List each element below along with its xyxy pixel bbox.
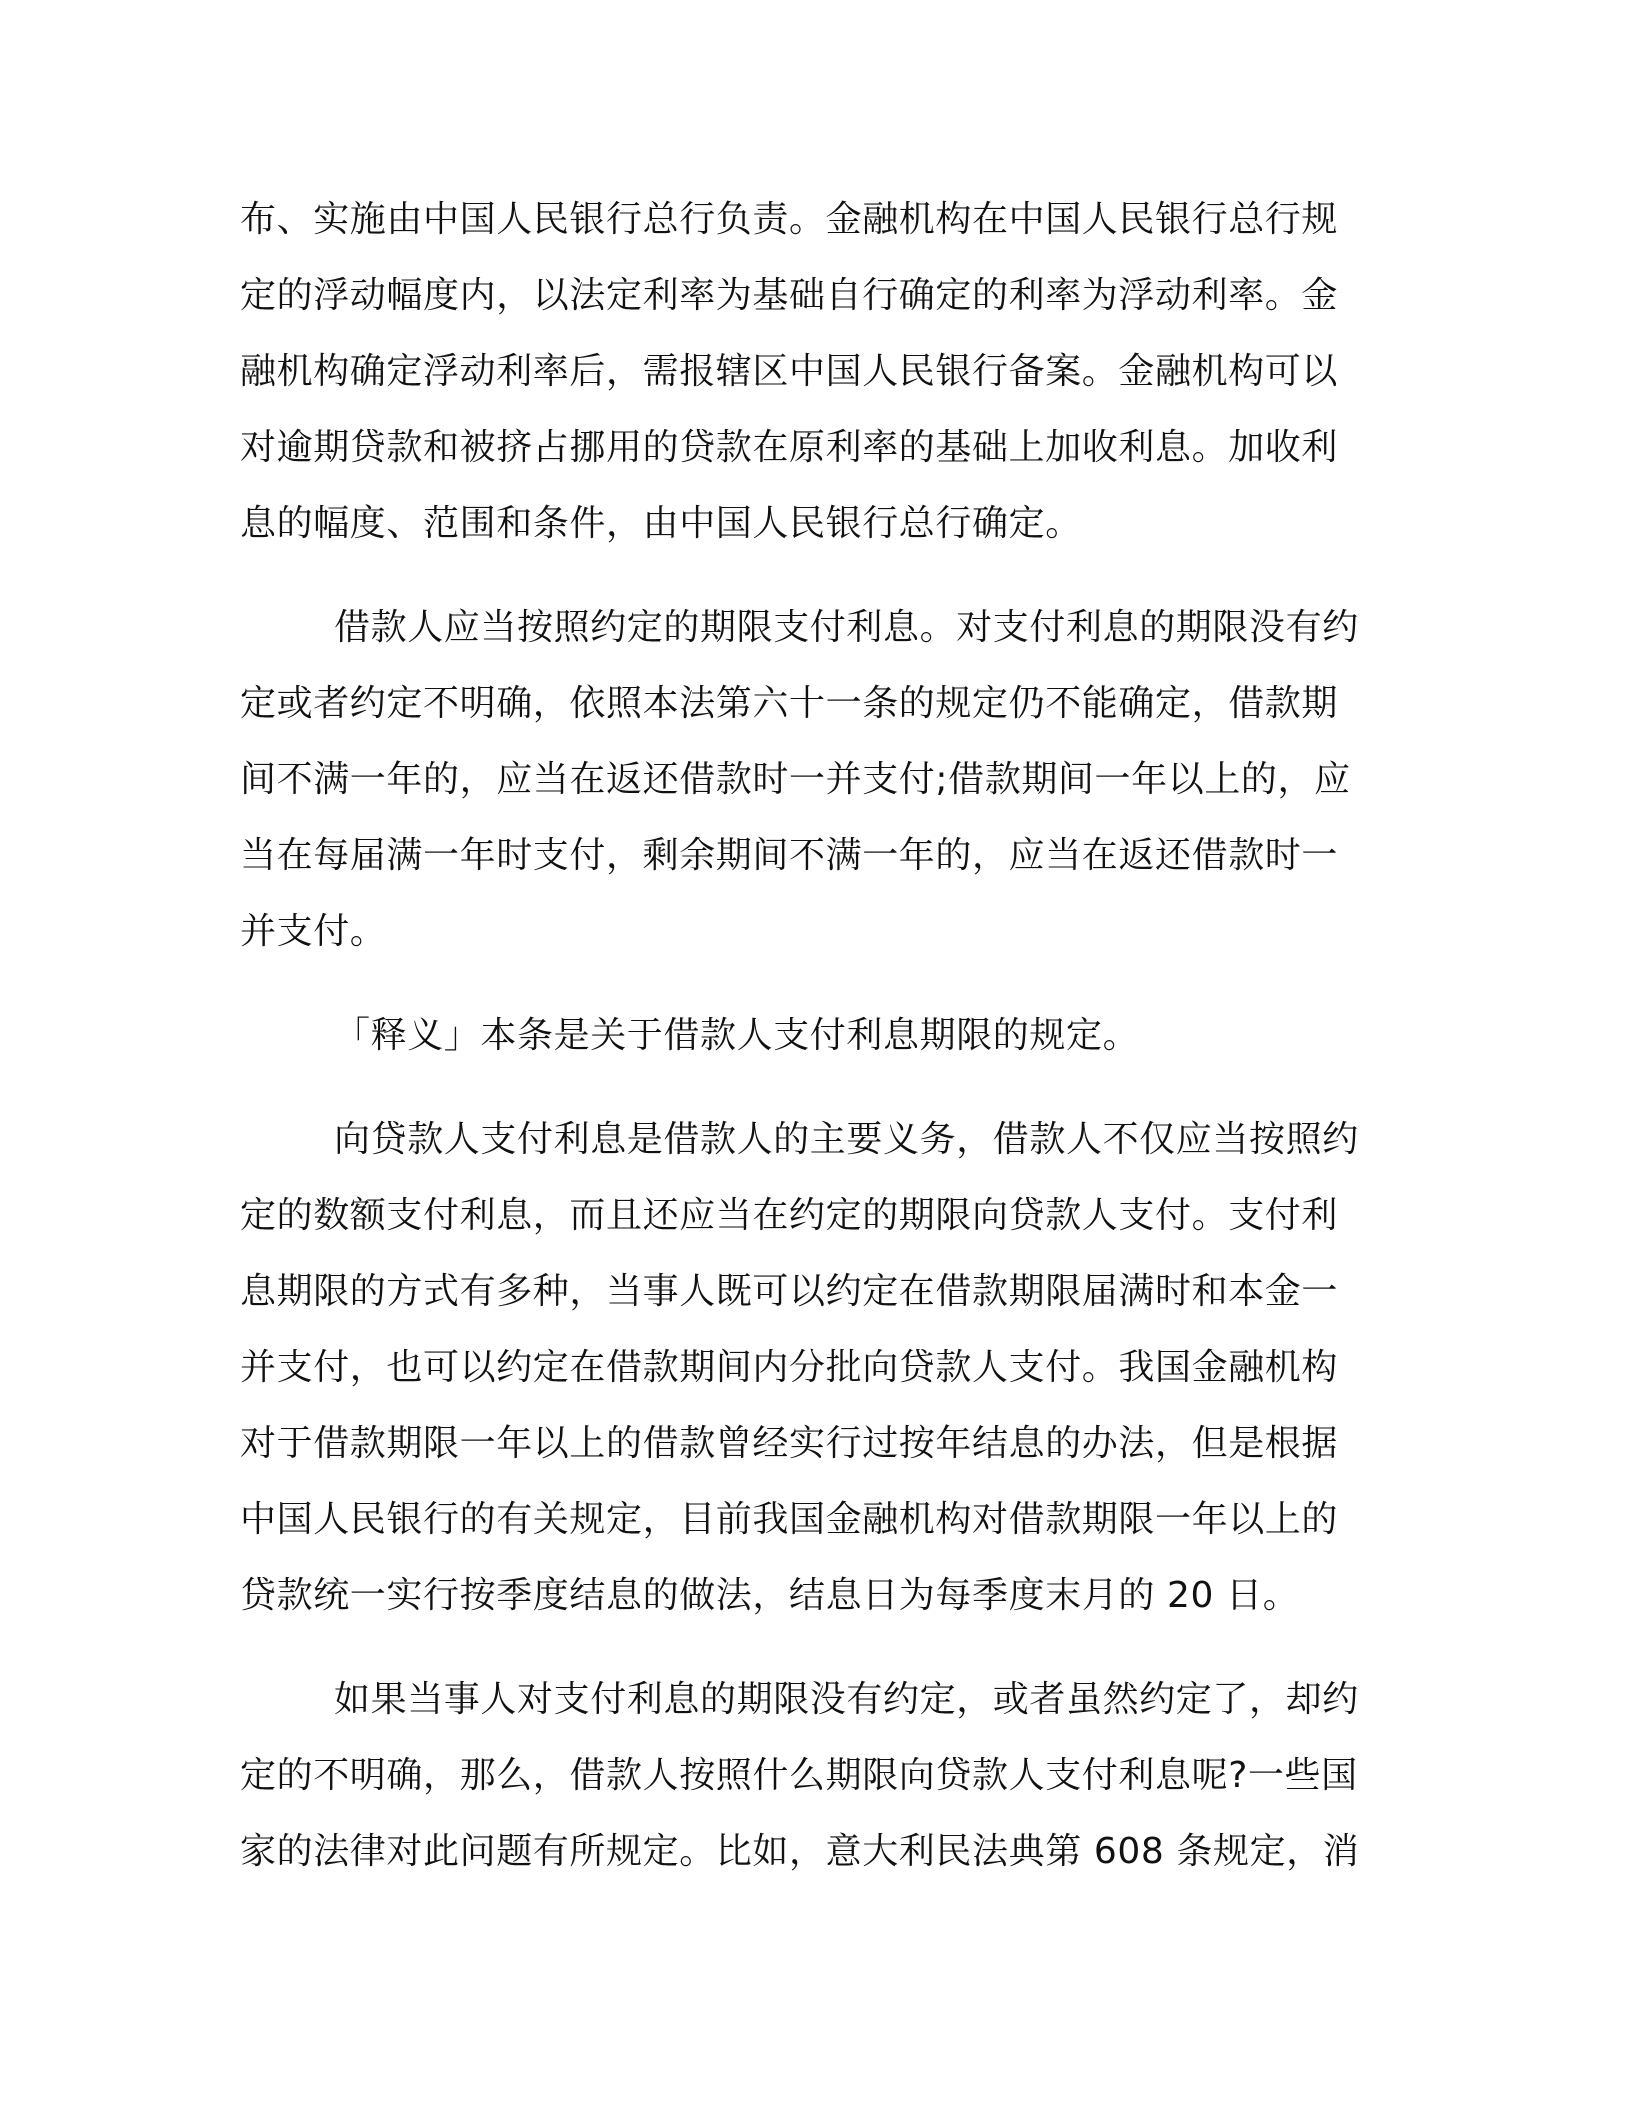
text-line: 间不满一年的，应当在返还借款时一并支付;借款期间一年以上的，应 — [240, 759, 1351, 800]
text-line: 并支付，也可以约定在借款期间内分批向贷款人支付。我国金融机构 — [240, 1347, 1339, 1388]
text-line: 布、实施由中国人民银行总行负责。金融机构在中国人民银行总行规 — [240, 199, 1339, 240]
text-line: 息期限的方式有多种，当事人既可以约定在借款期限届满时和本金一 — [240, 1271, 1339, 1312]
text-line: 向贷款人支付利息是借款人的主要义务，借款人不仅应当按照约 — [334, 1119, 1359, 1160]
text-line: 如果当事人对支付利息的期限没有约定，或者虽然约定了，却约 — [334, 1679, 1359, 1720]
text-line: 对逾期贷款和被挤占挪用的贷款在原利率的基础上加收利息。加收利 — [240, 427, 1339, 468]
text-line: 中国人民银行的有关规定，目前我国金融机构对借款期限一年以上的 — [240, 1499, 1339, 1540]
text-line: 贷款统一实行按季度结息的做法，结息日为每季度末月的 20 日。 — [240, 1575, 1300, 1616]
text-line: 定的不明确，那么，借款人按照什么期限向贷款人支付利息呢?一些国 — [240, 1755, 1358, 1796]
text-line: 融机构确定浮动利率后，需报辖区中国人民银行备案。金融机构可以 — [240, 351, 1339, 392]
text-line: 定或者约定不明确，依照本法第六十一条的规定仍不能确定，借款期 — [240, 683, 1339, 724]
text-line: 家的法律对此问题有所规定。比如，意大利民法典第 608 条规定，消 — [240, 1831, 1360, 1872]
text-line: 对于借款期限一年以上的借款曾经实行过按年结息的办法，但是根据 — [240, 1423, 1339, 1464]
text-line: 息的幅度、范围和条件，由中国人民银行总行确定。 — [240, 503, 1082, 544]
text-line: 当在每届满一年时支付，剩余期间不满一年的，应当在返还借款时一 — [240, 835, 1339, 876]
text-line: 定的数额支付利息，而且还应当在约定的期限向贷款人支付。支付利 — [240, 1195, 1339, 1236]
text-line: 「释义」本条是关于借款人支付利息期限的规定。 — [334, 1015, 1140, 1056]
text-line: 并支付。 — [240, 911, 387, 952]
text-line: 借款人应当按照约定的期限支付利息。对支付利息的期限没有约 — [334, 607, 1359, 648]
text-line: 定的浮动幅度内，以法定利率为基础自行确定的利率为浮动利率。金 — [240, 275, 1339, 316]
